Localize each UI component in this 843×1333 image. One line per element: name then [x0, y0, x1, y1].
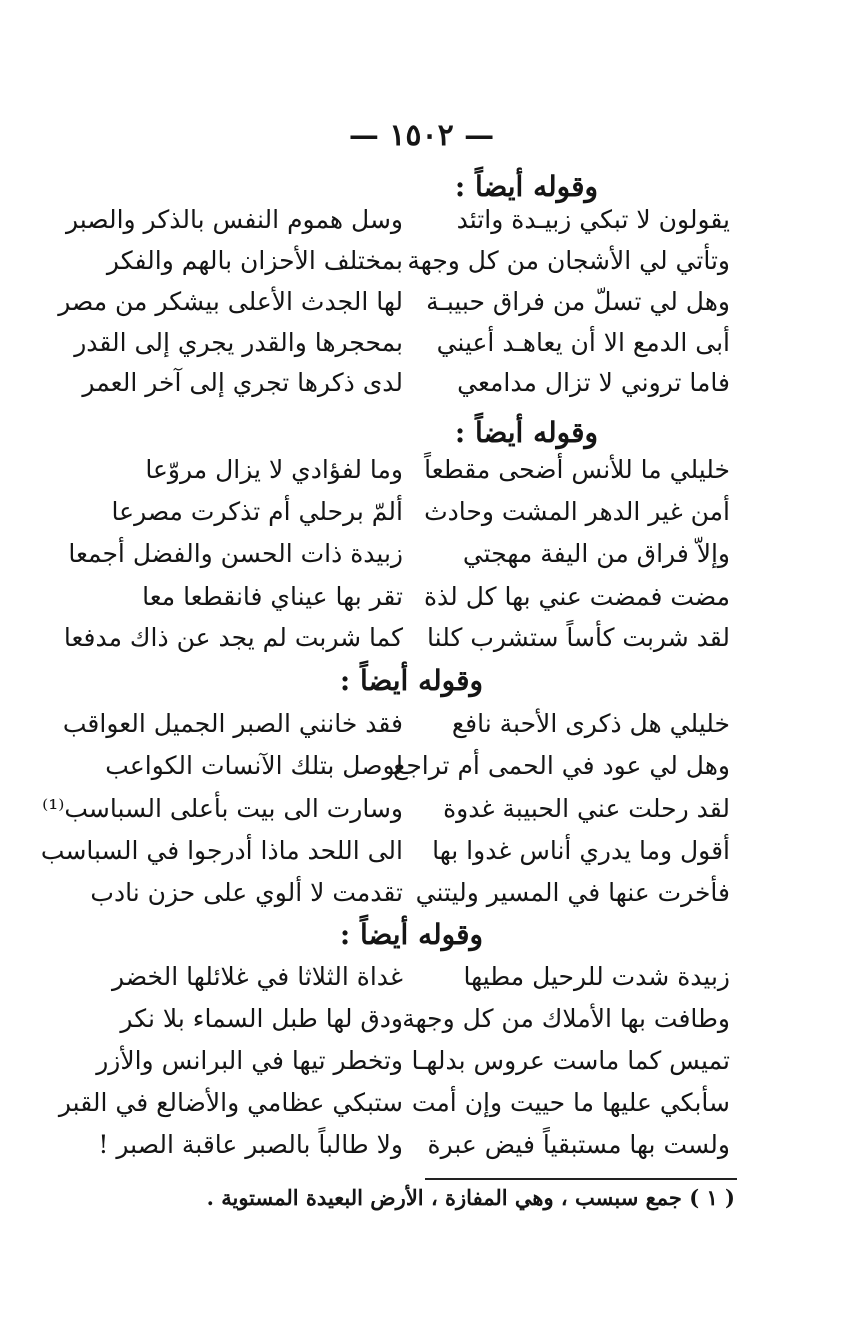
verse-first-hemistich: مضت فمضت عني بها كل لذة: [423, 582, 730, 611]
verse-second-hemistich: كما شربت لم يجد عن ذاك مدفعا: [63, 623, 403, 652]
verse-first-hemistich: وهل لي عود في الحمى أم تراجع: [393, 751, 730, 780]
verse-second-hemistich: وسارت الى بيت بأعلى السباسب⁽¹⁾: [42, 794, 403, 823]
poem-heading: وقوله أيضاً :: [339, 918, 483, 951]
verse-first-hemistich: فأخرت عنها في المسير وليتني: [415, 878, 730, 907]
verse-first-hemistich: أبى الدمع الا أن يعاهـد أعيني: [436, 328, 730, 357]
verse-second-hemistich: بمختلف الأحزان بالهم والفكر: [106, 246, 403, 275]
verse-first-hemistich: وإلاّ فراق من اليفة مهجتي: [462, 539, 730, 568]
verse-second-hemistich: غداة الثلاثا في غلائلها الخضر: [112, 962, 403, 991]
verse-second-hemistich: بمحجرها والقدر يجري إلى القدر: [74, 328, 403, 357]
verse-second-hemistich: تقدمت لا ألوي على حزن نادب: [90, 878, 403, 907]
verse-first-hemistich: زبيدة شدت للرحيل مطيها: [463, 962, 730, 991]
verse-first-hemistich: وتأتي لي الأشجان من كل وجهة: [407, 246, 730, 275]
verse-second-hemistich: الى اللحد ماذا أدرجوا في السباسب: [40, 836, 403, 865]
verse-second-hemistich: ألمّ برحلي أم تذكرت مصرعا: [111, 497, 403, 526]
verse-second-hemistich: لدى ذكرها تجري إلى آخر العمر: [82, 368, 403, 397]
verse-first-hemistich: أمن غير الدهر المشت وحادث: [424, 497, 730, 526]
verse-first-hemistich: سأبكي عليها ما حييت وإن أمت: [411, 1088, 730, 1117]
verse-first-hemistich: فاما تروني لا تزال مدامعي: [457, 368, 730, 397]
verse-first-hemistich: ولست بها مستبقياً فيض عبرة: [427, 1130, 730, 1159]
verse-second-hemistich: وتخطر تيها في البرانس والأزر: [96, 1046, 403, 1075]
verse-second-hemistich: لها الجدث الأعلى بيشكر من مصر: [58, 287, 403, 316]
verse-second-hemistich: ولا طالباً بالصبر عاقبة الصبر !: [98, 1130, 403, 1159]
verse-second-hemistich: زبيدة ذات الحسن والفضل أجمعا: [68, 539, 403, 568]
verse-second-hemistich: لوصل بتلك الآنسات الكواعب: [105, 751, 403, 780]
footnote-rule: [425, 1178, 737, 1180]
poem-heading: وقوله أيضاً :: [454, 170, 598, 203]
verse-second-hemistich: ودق لها طبل السماء بلا نكر: [120, 1004, 403, 1033]
page-number: — ١٥٠٢ —: [348, 118, 495, 153]
verse-first-hemistich: لقد شربت كأساً ستشرب كلنا: [427, 623, 730, 652]
poem-heading: وقوله أيضاً :: [339, 664, 483, 697]
footnote: ( ١ ) جمع سبسب ، وهي المفازة ، الأرض البعيدة المستوية .: [206, 1185, 735, 1210]
verse-first-hemistich: وهل لي تسلّ من فراق حبيبـة: [426, 287, 730, 316]
verse-first-hemistich: يقولون لا تبكي زبيـدة واتئد: [456, 205, 730, 234]
verse-second-hemistich: وسل هموم النفس بالذكر والصبر: [65, 205, 403, 234]
verse-first-hemistich: خليلي ما للأنس أضحى مقطعاً: [424, 455, 730, 484]
verse-first-hemistich: خليلي هل ذكرى الأحبة نافع: [451, 709, 730, 738]
verse-first-hemistich: وطافت بها الأملاك من كل وجهة: [402, 1004, 730, 1033]
verse-first-hemistich: لقد رحلت عني الحبيبة غدوة: [443, 794, 730, 823]
verse-second-hemistich: وما لفؤادي لا يزال مروّعا: [145, 455, 403, 484]
verse-first-hemistich: تميس كما ماست عروس بدلهـا: [411, 1046, 730, 1075]
verse-second-hemistich: فقد خانني الصبر الجميل العواقب: [62, 709, 403, 738]
verse-second-hemistich: تقر بها عيناي فانقطعا معا: [142, 582, 403, 611]
verse-second-hemistich: ستبكي عظامي والأضالع في القبر: [58, 1088, 403, 1117]
verse-first-hemistich: أقول وما يدري أناس غدوا بها: [432, 836, 730, 865]
poem-heading: وقوله أيضاً :: [454, 416, 598, 449]
